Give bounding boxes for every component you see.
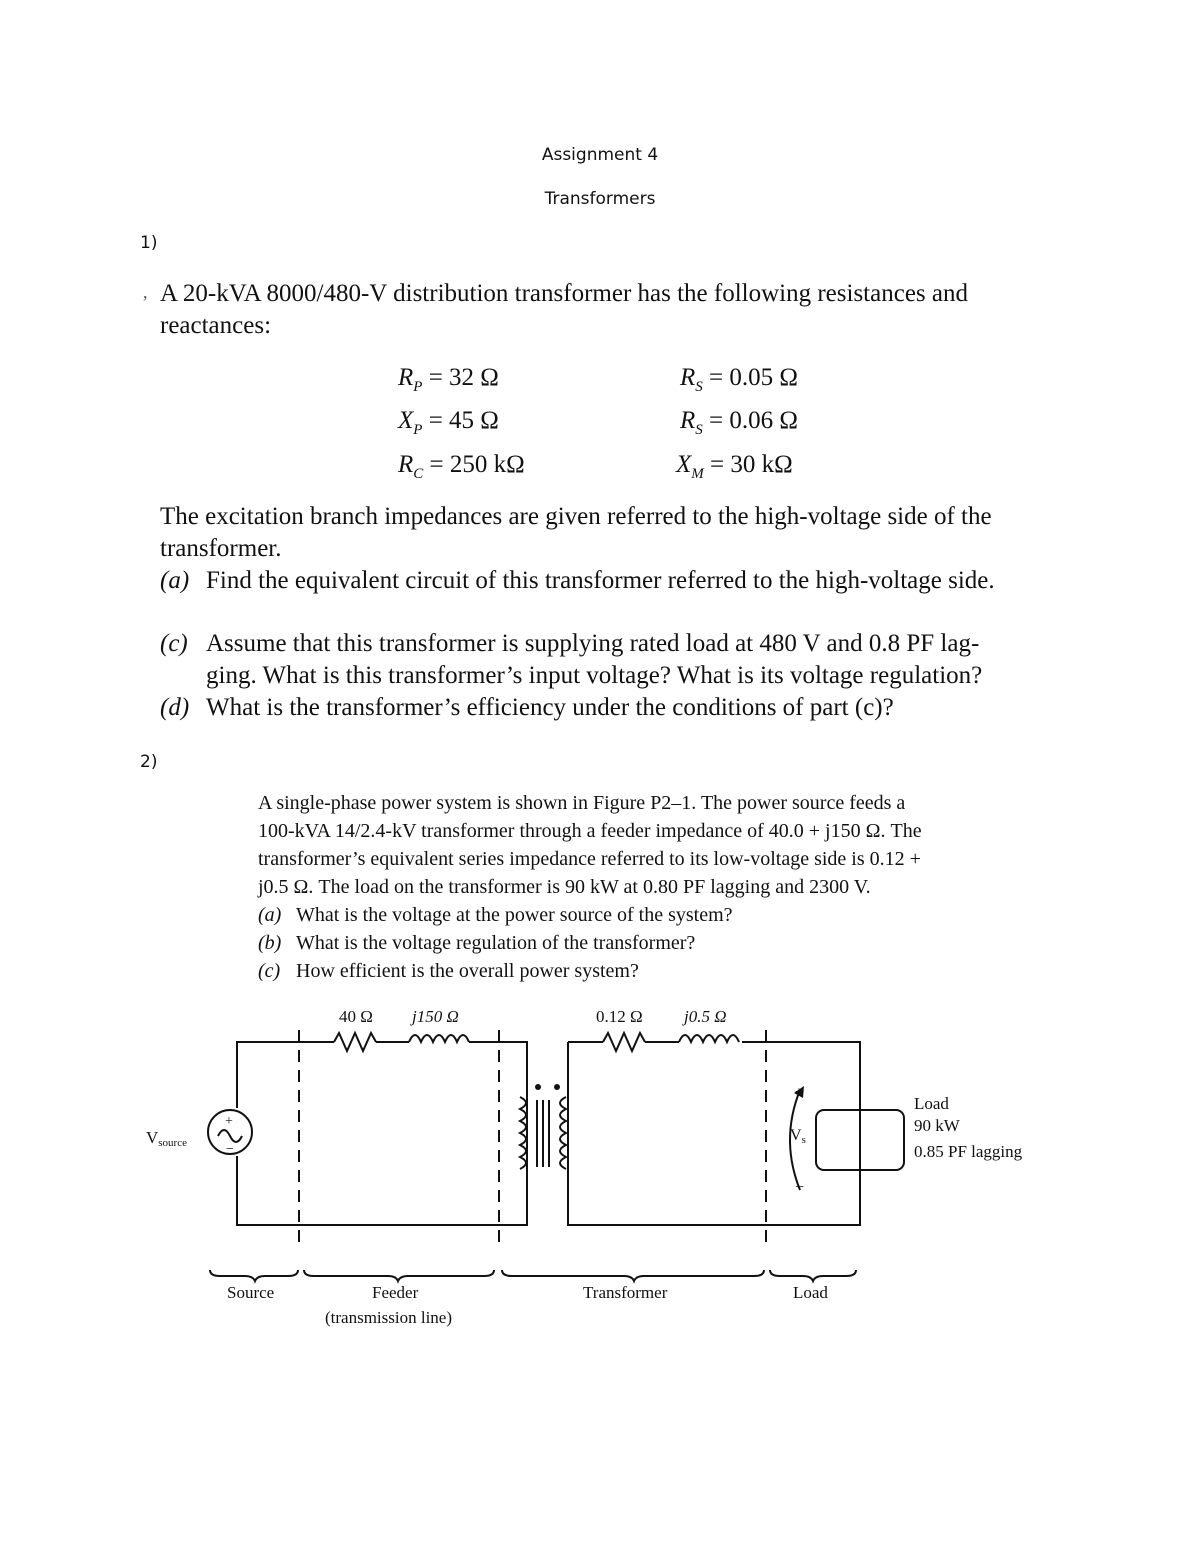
brace-feeder	[304, 1270, 494, 1281]
transformer-resistor	[603, 1033, 645, 1051]
param-rp: $R_P = 32$ Ω	[398, 364, 499, 395]
vsource-label: Vsource	[146, 1128, 187, 1149]
question-2-line3: transformer’s equivalent series impedance referred to its low-voltage side is 0.12 +	[258, 848, 921, 870]
section-feeder-sub: (transmission line)	[325, 1308, 453, 1327]
question-1-note-line2: transformer.	[160, 535, 282, 562]
question-2-line4: j0.5 Ω. The load on the transformer is 90 kW at 0.80 PF lagging and 2300 V.	[258, 876, 871, 898]
source-minus: −	[226, 1142, 234, 1157]
xfmr-r-label: 0.12 Ω	[596, 1007, 643, 1026]
load-pf: 0.85 PF lagging	[914, 1142, 1023, 1161]
param-rc: $R_C = 250$ kΩ	[398, 451, 525, 482]
param-rs-2: $R_S = 0.06$ Ω	[680, 407, 798, 438]
question-1-bullet: ,	[143, 282, 148, 302]
question-2-line2: 100-kVA 14/2.4-kV transformer through a feeder impedance of 40.0 + j150 Ω. The	[258, 820, 922, 842]
question-1-part-c: (c) Assume that this transformer is supplying rated load at 480 V and 0.8 PF lag- ging. What is this transformer’s input voltage? What is its voltage regulation?	[160, 630, 983, 689]
section-load: Load	[793, 1283, 828, 1302]
question-2-part-b: (b) What is the voltage regulation of the transformer?	[258, 932, 696, 954]
assignment-subtitle: Transformers	[544, 189, 656, 209]
assignment-title: Assignment 4	[541, 145, 659, 165]
section-source: Source	[227, 1283, 275, 1302]
load-title: Load	[914, 1094, 949, 1113]
feeder-inductor	[409, 1035, 469, 1042]
vs-label: Vs	[790, 1127, 806, 1146]
section-feeder: Feeder	[372, 1283, 419, 1302]
question-2-part-c: (c) How efficient is the overall power system?	[258, 960, 639, 982]
primary-winding	[520, 1097, 526, 1169]
secondary-winding	[560, 1097, 566, 1169]
wire-left-return	[237, 1042, 527, 1225]
question-2-line1: A single-phase power system is shown in Figure P2–1. The power source feeds a	[258, 792, 906, 814]
vs-minus: −	[795, 1179, 805, 1196]
feeder-r-label: 40 Ω	[339, 1007, 373, 1026]
question-1-number: 1)	[140, 233, 158, 253]
feeder-resistor	[334, 1033, 376, 1051]
xfmr-x-label: j0.5 Ω	[684, 1007, 727, 1026]
transformer-core	[537, 1100, 549, 1167]
param-xm: $X_M = 30$ kΩ	[676, 451, 793, 482]
question-2-part-a: (a) What is the voltage at the power source of the system?	[258, 904, 733, 926]
question-1-note-line1: The excitation branch impedances are given referred to the high-voltage side of the	[160, 503, 992, 530]
param-xp: $X_P = 45$ Ω	[398, 407, 499, 438]
feeder-x-label: j150 Ω	[412, 1007, 459, 1026]
brace-load	[770, 1270, 856, 1281]
load-power: 90 kW	[914, 1116, 960, 1135]
polarity-dot-primary	[535, 1084, 541, 1090]
question-2-number: 2)	[140, 752, 158, 772]
param-rs: $R_S = 0.05$ Ω	[680, 364, 798, 395]
source-plus: +	[225, 1114, 233, 1129]
vs-plus: +	[795, 1085, 803, 1100]
sine-icon	[218, 1130, 242, 1142]
brace-source	[210, 1270, 298, 1281]
question-1-part-d: (d) What is the transformer’s efficiency under the conditions of part (c)?	[160, 694, 894, 721]
question-1-intro-line1: A 20-kVA 8000/480-V distribution transformer has the following resistances and	[160, 280, 968, 307]
brace-transformer	[502, 1270, 764, 1281]
section-transformer: Transformer	[583, 1283, 668, 1302]
polarity-dot-secondary	[554, 1084, 560, 1090]
question-1-intro-line2: reactances:	[160, 312, 272, 339]
transformer-inductor	[679, 1035, 739, 1042]
wire-left-top	[237, 1042, 334, 1108]
question-1-part-a: (a) Find the equivalent circuit of this transformer referred to the high-voltage side.	[160, 567, 995, 594]
